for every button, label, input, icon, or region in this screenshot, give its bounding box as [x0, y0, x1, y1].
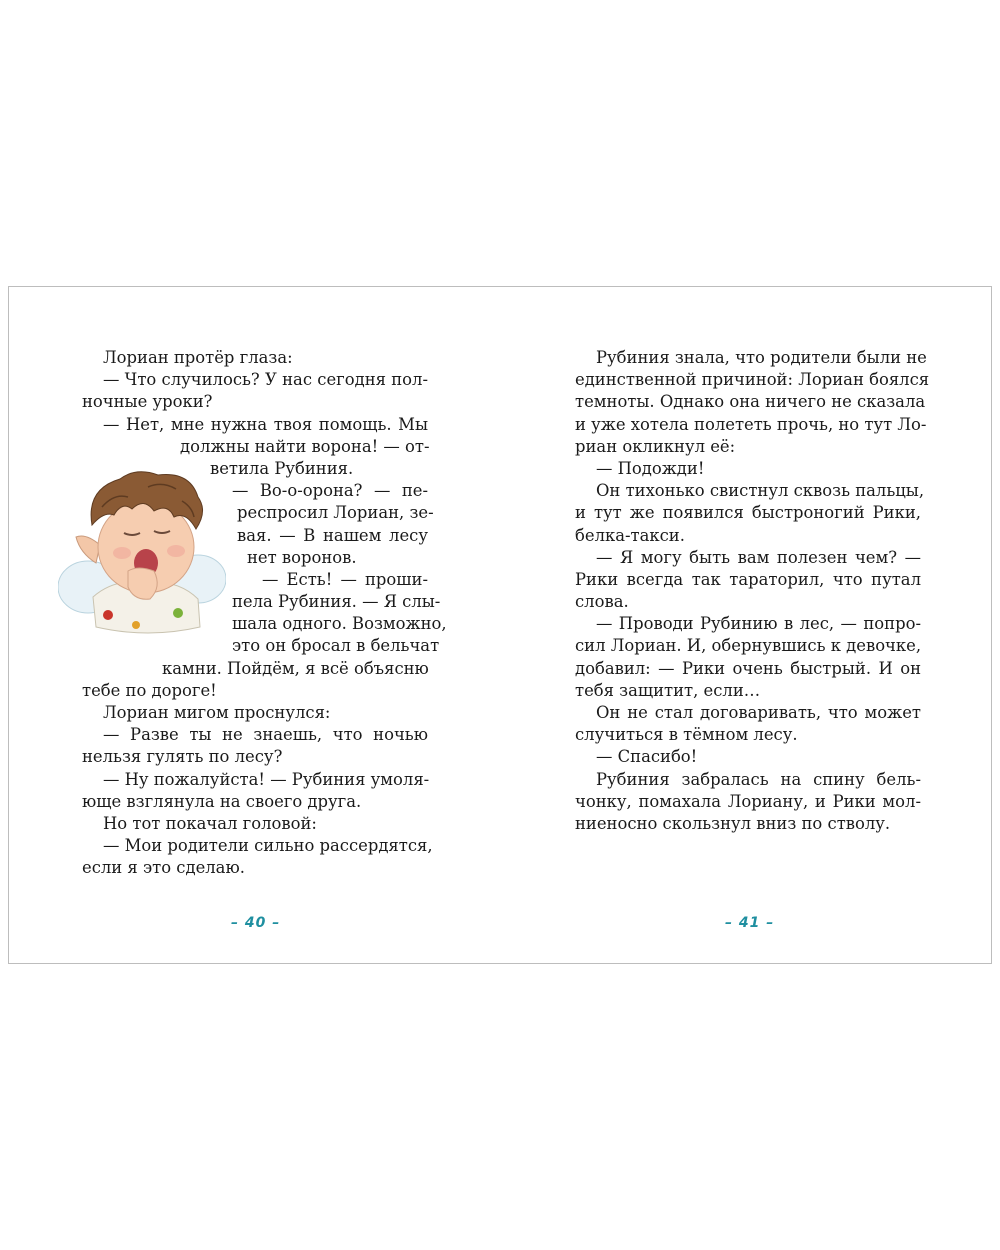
page-number-left: – 40 –	[231, 915, 281, 931]
text-line: и тут же появился быстроногий Рики,	[575, 503, 921, 523]
text-line: нет воронов.	[247, 547, 357, 567]
page-number-right: – 41 –	[725, 915, 775, 931]
text-line: Рики всегда так тараторил, что путал	[575, 569, 921, 589]
text-line: белка-такси.	[575, 525, 685, 545]
text-line: слова.	[575, 592, 629, 612]
text-line: случиться в тёмном лесу.	[575, 725, 798, 745]
button-shape	[103, 610, 113, 620]
text-line: ветила Рубиния.	[210, 458, 354, 478]
text-line: риан окликнул её:	[575, 436, 736, 456]
text-line: если я это сделаю.	[82, 858, 245, 878]
button-shape	[173, 608, 183, 618]
text-line: — Проводи Рубинию в лес, — попро-	[596, 614, 921, 634]
text-line: камни. Пойдём, я всё объясню	[162, 658, 429, 678]
text-line: это он бросал в бельчат	[232, 636, 440, 656]
text-line: Рубиния забралась на спину бель-	[596, 769, 921, 789]
text-line: — Нет, мне нужна твоя помощь. Мы	[103, 414, 428, 434]
text-line: вая. — В нашем лесу	[237, 525, 428, 545]
text-line: респросил Лориан, зе-	[237, 503, 434, 523]
text-line: Но тот покачал головой:	[103, 813, 317, 833]
text-line: Лориан мигом проснулся:	[103, 703, 331, 722]
text-line: — Есть! — проши-	[262, 569, 428, 589]
text-line: должны найти ворона! — от-	[180, 436, 430, 456]
text-line: тебе по дороге!	[82, 680, 217, 700]
text-line: чонку, помахала Лориану, и Рики мол-	[575, 791, 921, 811]
text-line: — Ну пожалуйста! — Рубиния умоля-	[103, 769, 430, 789]
text-line: — Спасибо!	[596, 747, 698, 767]
text-line: — Я могу быть вам полезен чем? —	[596, 547, 921, 567]
right-page	[575, 347, 930, 835]
text-line: и уже хотела полететь прочь, но тут Ло-	[575, 414, 927, 434]
text-line: — Во-о-орона? — пе-	[232, 481, 428, 501]
text-line: Рубиния знала, что родители были не	[596, 348, 927, 367]
text-line: пела Рубиния. — Я слы-	[232, 592, 441, 612]
pointed-ear-shape	[76, 536, 100, 563]
text-line: ниеносно скользнул вниз по стволу.	[575, 813, 891, 833]
cheek-shape	[167, 545, 185, 557]
text-line: нельзя гулять по лесу?	[82, 747, 283, 767]
book-spread	[8, 286, 992, 964]
text-line: — Разве ты не знаешь, что ночью	[103, 725, 428, 745]
text-line: Лориан протёр глаза:	[103, 348, 293, 367]
text-line: единственной причиной: Лориан боялся	[575, 370, 930, 390]
text-line: ночные уроки?	[82, 392, 213, 412]
text-line: — Что случилось? У нас сегодня пол-	[103, 370, 428, 390]
cheek-shape	[113, 547, 131, 559]
text-line: шала одного. Возможно,	[232, 614, 447, 634]
text-line: темноты. Однако она ничего не сказала	[575, 392, 926, 412]
text-line: — Подожди!	[596, 458, 705, 478]
text-line: сил Лориан. И, обернувшись к девочке,	[575, 636, 922, 656]
text-line: добавил: — Рики очень быстрый. И он	[575, 658, 921, 678]
text-line: тебя защитит, если…	[575, 680, 761, 700]
yawning-elf-boy-illustration	[58, 467, 226, 642]
text-line: юще взглянула на своего друга.	[82, 791, 362, 811]
text-line: Он тихонько свистнул сквозь пальцы,	[596, 481, 925, 501]
text-line: Он не стал договаривать, что может	[596, 703, 921, 722]
button-shape	[132, 621, 140, 629]
text-line: — Мои родители сильно рассердятся,	[103, 836, 433, 856]
